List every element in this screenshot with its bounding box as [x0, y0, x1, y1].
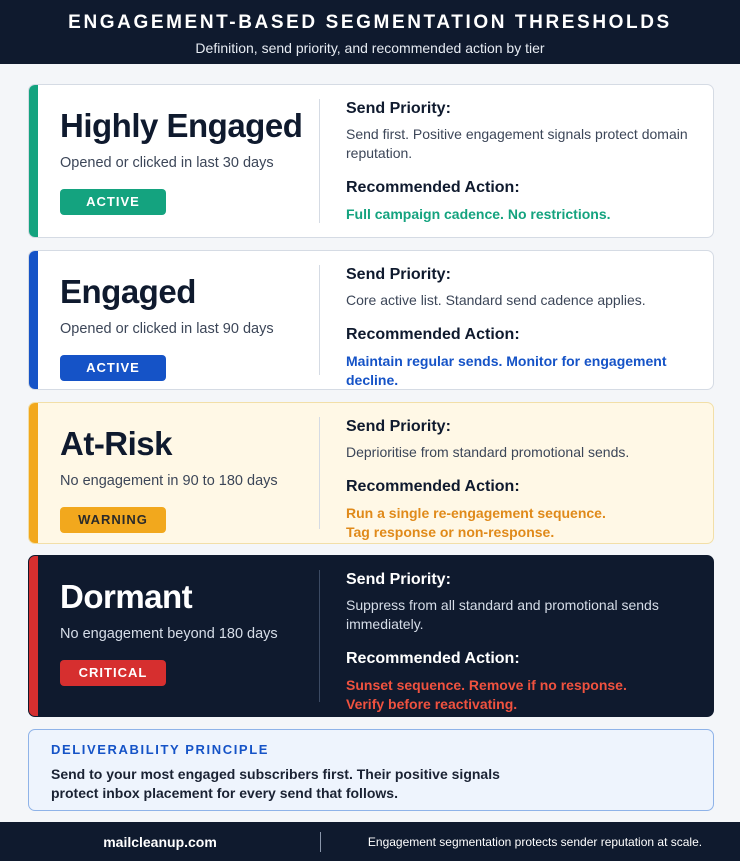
- tier-name: Highly Engaged: [60, 107, 303, 144]
- send-priority-heading: Send Priority:: [346, 571, 451, 588]
- tier-card-at-risk: [28, 402, 714, 544]
- recommended-action-heading: Recommended Action:: [346, 650, 520, 667]
- tier-accent-bar: [29, 251, 38, 389]
- status-badge: CRITICAL: [60, 660, 166, 686]
- status-badge: ACTIVE: [60, 355, 166, 381]
- action-line: Verify before reactivating.: [346, 696, 518, 712]
- tier-details: [346, 571, 699, 714]
- tier-details: [346, 266, 699, 390]
- recommended-action-text: [346, 352, 699, 390]
- tier-details: [346, 418, 699, 542]
- recommended-action-text: [346, 205, 699, 224]
- recommended-action-heading: Recommended Action:: [346, 179, 520, 196]
- send-priority-heading: Send Priority:: [346, 418, 451, 435]
- recommended-action-text: [346, 504, 699, 542]
- page-title: ENGAGEMENT-BASED SEGMENTATION THRESHOLDS: [68, 12, 672, 33]
- tier-card-engaged: [28, 250, 714, 390]
- callout-text: Send to your most engaged subscribers first. Their positive signals protect inbox placement for every send that follows.: [51, 766, 500, 801]
- tier-name: At-Risk: [60, 425, 173, 462]
- tier-details: [346, 100, 699, 224]
- column-divider: [319, 417, 320, 529]
- deliverability-principle-callout: [28, 729, 714, 811]
- action-line: Tag response or non-response.: [346, 524, 555, 540]
- tier-definition: No engagement beyond 180 days: [60, 626, 278, 642]
- header-banner: [0, 0, 740, 64]
- column-divider: [319, 570, 320, 702]
- footer-site: mailcleanup.com: [103, 834, 217, 850]
- callout-title: DELIVERABILITY PRINCIPLE: [51, 742, 270, 757]
- tier-definition: No engagement in 90 to 180 days: [60, 473, 278, 489]
- send-priority-text: Deprioritise from standard promotional sends.: [346, 444, 630, 460]
- tier-card-dormant: [28, 555, 714, 717]
- tier-name: Dormant: [60, 578, 193, 615]
- recommended-action-heading: Recommended Action:: [346, 326, 520, 343]
- send-priority-text: Suppress from all standard and promotional sends immediately.: [346, 597, 659, 632]
- tier-name: Engaged: [60, 273, 196, 310]
- send-priority-heading: Send Priority:: [346, 266, 451, 283]
- tier-definition: Opened or clicked in last 30 days: [60, 155, 274, 171]
- send-priority-text: Core active list. Standard send cadence applies.: [346, 292, 646, 308]
- recommended-action-text: [346, 676, 699, 714]
- tier-accent-bar: [29, 85, 38, 237]
- column-divider: [319, 265, 320, 375]
- tier-accent-bar: [29, 556, 38, 716]
- status-badge: ACTIVE: [60, 189, 166, 215]
- action-line: Sunset sequence. Remove if no response.: [346, 677, 627, 693]
- action-line: Run a single re-engagement sequence.: [346, 505, 606, 521]
- footer-tagline: Engagement segmentation protects sender reputation at scale.: [367, 835, 703, 849]
- tier-accent-bar: [29, 403, 38, 543]
- status-badge: WARNING: [60, 507, 166, 533]
- tier-definition: Opened or clicked in last 90 days: [60, 321, 274, 337]
- page-subtitle: Definition, send priority, and recommended action by tier: [195, 40, 545, 56]
- tier-card-highly-engaged: [28, 84, 714, 238]
- send-priority-text: Send first. Positive engagement signals protect domain reputation.: [346, 126, 688, 161]
- action-line: Maintain regular sends. Monitor for engagement decline.: [346, 353, 667, 388]
- footer-bar: [0, 822, 740, 861]
- footer-separator: [320, 832, 321, 852]
- recommended-action-heading: Recommended Action:: [346, 478, 520, 495]
- send-priority-heading: Send Priority:: [346, 100, 451, 117]
- column-divider: [319, 99, 320, 223]
- action-line: Full campaign cadence. No restrictions.: [346, 206, 611, 222]
